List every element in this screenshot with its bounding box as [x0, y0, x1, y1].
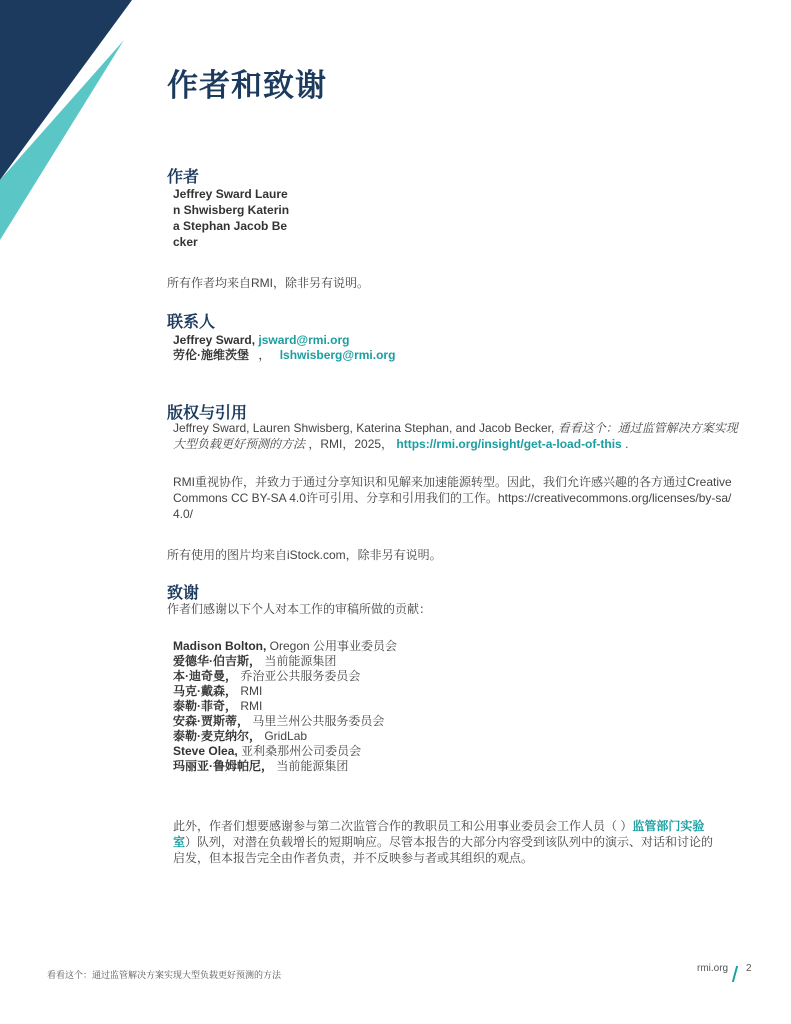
regulatory-lab-link[interactable]: 监管部门实验室: [173, 819, 705, 849]
citation-url-link[interactable]: https://rmi.org/insight/get-a-load-of-this: [396, 437, 622, 451]
reviewer-row: [173, 728, 397, 743]
copyright-heading: 版权与引用: [167, 403, 248, 422]
reviewer-name: 泰勒·麦克纳尔，: [173, 729, 261, 743]
reviewer-name: 玛丽亚·鲁姆帕尼，: [173, 759, 273, 773]
reviewer-org: 当前能源集团: [276, 759, 349, 773]
acknowledgments-closing: [173, 818, 718, 866]
reviewer-org: 当前能源集团: [264, 654, 337, 668]
citation-title: 看看这个：通过监管解决方案实现大型负载更好预测的方法: [173, 421, 738, 451]
page-divider-slash: [732, 966, 738, 982]
reviewer-org: RMI: [240, 684, 263, 698]
reviewer-name: Madison Bolton,: [173, 639, 267, 653]
corner-decoration: [0, 0, 140, 260]
reviewer-org: 亚利桑那州公司委员会: [241, 744, 362, 758]
contacts-heading: 联系人: [167, 312, 216, 331]
contact-name: 劳伦·施维茨堡: [173, 348, 249, 362]
reviewer-org: 马里兰州公共服务委员会: [252, 714, 385, 728]
contact-separator: ，: [258, 348, 271, 362]
citation-end: .: [625, 437, 629, 451]
contact-email-link[interactable]: lshwisberg@rmi.org: [279, 348, 396, 362]
citation-text: [173, 420, 743, 452]
contact-row: [173, 347, 395, 363]
license-text: RMI重视协作，并致力于通过分享知识和见解来加速能源转型。因此，我们允许感兴趣的各方通过Creative Commons CC BY-SA 4.0许可引用、分享和引用我们的工作。https://creativecommons.org/licenses/by-sa/4.0/: [173, 475, 732, 521]
reviewer-org: GridLab: [264, 729, 308, 743]
reviewer-row: [173, 653, 397, 668]
reviewer-row: [173, 758, 397, 773]
citation-authors: Jeffrey Sward, Lauren Shwisberg, Katerina Stephan, and Jacob Becker,: [173, 421, 555, 435]
closing-text-part2: ）队列，对潜在负载增长的短期响应。尽管本报告的大部分内容受到该队列中的演示、对话和讨论的启发，但本报告完全由作者负责，并不反映参与者或其组织的观点。: [173, 835, 714, 865]
reviewer-list: [173, 638, 397, 773]
acknowledgments-heading: 致谢: [167, 583, 200, 602]
reviewer-row: [173, 668, 397, 683]
footer-site-link[interactable]: rmi.org: [697, 963, 729, 974]
author-names: Jeffrey Sward Lauren Shwisberg Katerina Stephan Jacob Becker: [173, 187, 290, 249]
reviewer-name: Steve Olea,: [173, 744, 238, 758]
images-note: 所有使用的图片均来自iStock.com，除非另有说明。: [167, 548, 442, 562]
reviewer-org: Oregon 公用事业委员会: [269, 639, 398, 653]
authors-heading: 作者: [167, 167, 200, 186]
footer-report-title: 看看这个：通过监管解决方案实现大型负载更好预测的方法: [47, 970, 282, 980]
reviewer-row: [173, 713, 397, 728]
acknowledgments-intro: 作者们感谢以下个人对本工作的审稿所做的贡献：: [167, 602, 432, 616]
reviewer-row: [173, 683, 397, 698]
reviewer-name: 本·迪奇曼，: [173, 669, 237, 683]
reviewer-name: 安森·贾斯蒂，: [173, 714, 249, 728]
contact-name: Jeffrey Sward,: [173, 333, 256, 347]
reviewer-row: [173, 638, 397, 653]
page-title: 作者和致谢: [167, 68, 327, 104]
reviewer-name: 泰勒·菲奇，: [173, 699, 237, 713]
reviewer-row: [173, 698, 397, 713]
contact-row: [173, 332, 349, 348]
reviewer-row: [173, 743, 397, 758]
reviewer-name: 爱德华·伯吉斯，: [173, 654, 261, 668]
contact-email-link[interactable]: jsward@rmi.org: [258, 333, 350, 347]
citation-publisher: ，RMI，2025，: [308, 437, 394, 451]
reviewer-org: 乔治亚公共服务委员会: [240, 669, 361, 683]
affiliation-note: 所有作者均来自RMI，除非另有说明。: [167, 276, 369, 290]
reviewer-org: RMI: [240, 699, 263, 713]
closing-text-part1: 此外，作者们想要感谢参与第二次监管合作的教职员工和公用事业委员会工作人员（ ）: [173, 819, 633, 833]
page-number: 2: [746, 963, 752, 974]
reviewer-name: 马克·戴森，: [173, 684, 237, 698]
